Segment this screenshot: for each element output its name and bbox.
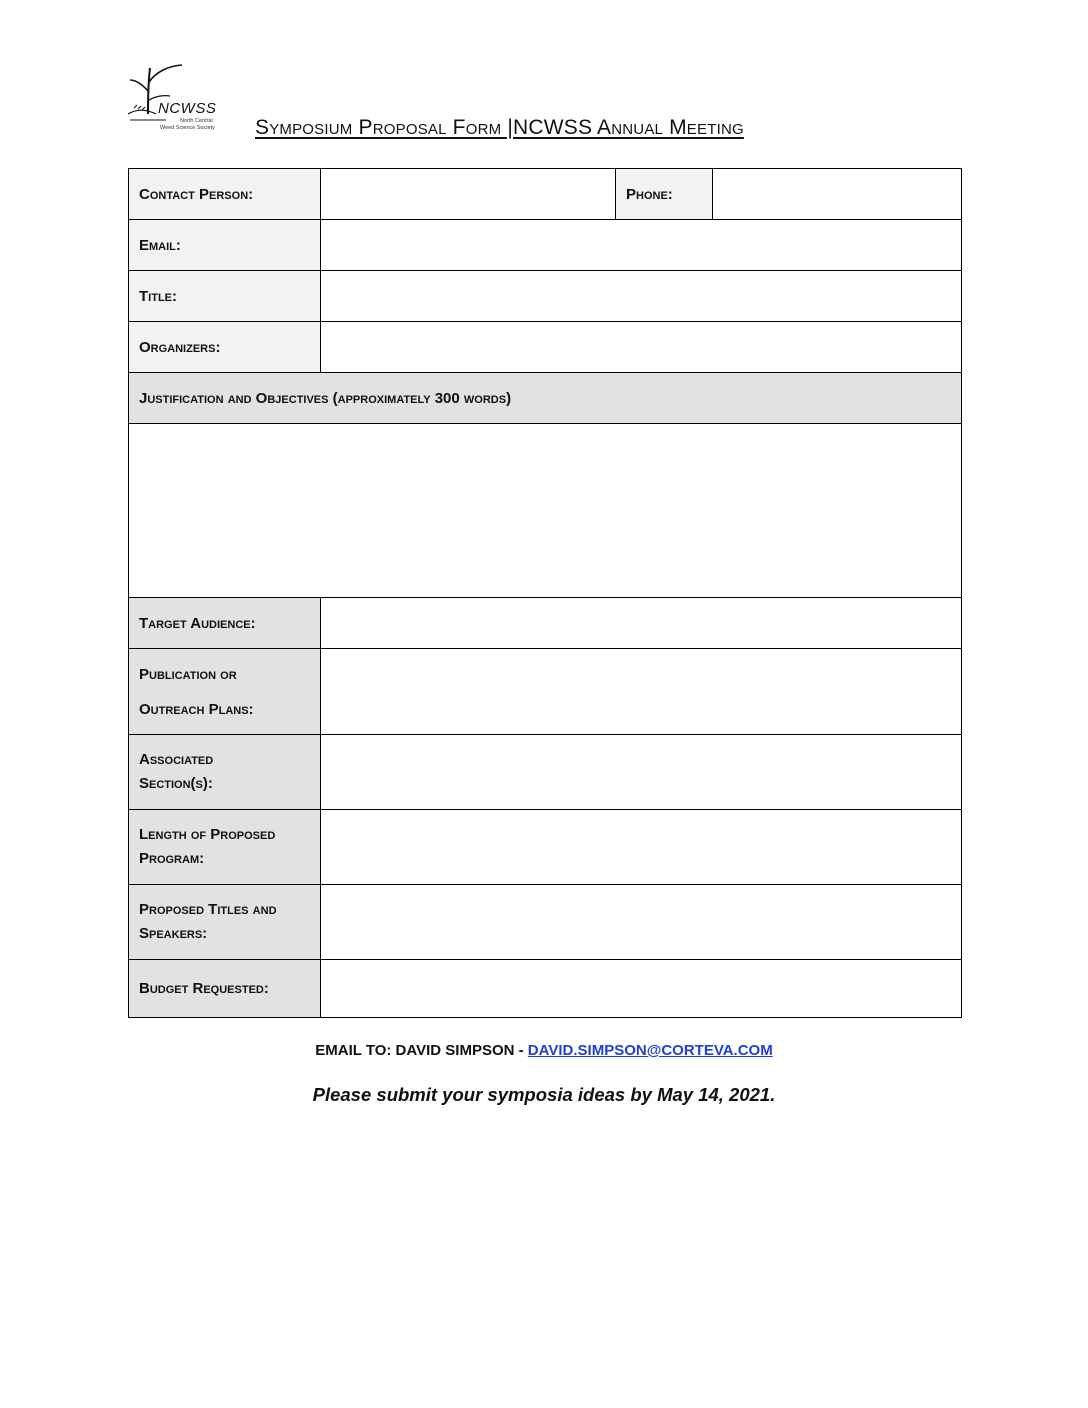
page-title: Symposium Proposal Form |NCWSS Annual Meeting: [255, 116, 744, 139]
speakers-field[interactable]: [321, 885, 962, 960]
speakers-label-line2: Speakers:: [139, 925, 208, 942]
length-label: [129, 810, 321, 885]
target-audience-label: Target Audience:: [129, 598, 321, 649]
budget-row: [129, 960, 962, 1018]
logo-subtitle-line1: North Central: [180, 118, 213, 124]
title-row: [129, 271, 962, 322]
associated-label: [129, 735, 321, 810]
phone-label: Phone:: [616, 169, 713, 220]
email-link[interactable]: DAVID.SIMPSON@CORTEVA.COM: [527, 1042, 773, 1059]
length-label-line2: Program:: [139, 850, 205, 867]
length-label-line1: Length of Proposed: [139, 826, 276, 843]
email-row: [129, 220, 962, 271]
target-audience-field[interactable]: [321, 598, 962, 649]
speakers-label: [129, 885, 321, 960]
length-row: [129, 810, 962, 885]
phone-field[interactable]: [713, 169, 962, 220]
justification-label: Justification and Objectives (approximately 300 words): [129, 373, 962, 424]
proposal-form-table: [128, 168, 962, 1018]
publication-label: [129, 649, 321, 735]
organizers-row: [129, 322, 962, 373]
publication-label-line2: Outreach Plans:: [139, 700, 254, 718]
speakers-row: [129, 885, 962, 960]
speakers-label-line1: Proposed Titles and: [139, 901, 277, 918]
logo-name: NCWSS: [158, 100, 217, 117]
length-field[interactable]: [321, 810, 962, 885]
associated-label-line1: Associated: [139, 751, 214, 768]
associated-field[interactable]: [321, 735, 962, 810]
contact-row: [129, 169, 962, 220]
contact-person-label: Contact Person:: [129, 169, 321, 220]
target-audience-row: [129, 598, 962, 649]
organizers-field[interactable]: [321, 322, 962, 373]
title-label: Title:: [129, 271, 321, 322]
justification-field[interactable]: [129, 424, 962, 598]
associated-row: [129, 735, 962, 810]
email-prefix: EMAIL TO: DAVID SIMPSON -: [315, 1042, 528, 1059]
contact-person-field[interactable]: [321, 169, 616, 220]
deadline-note: Please submit your symposia ideas by May 14, 2021.: [312, 1084, 776, 1105]
logo-subtitle-line2: Weed Science Society: [160, 125, 215, 131]
justification-header-row: [129, 373, 962, 424]
publication-row: [129, 649, 962, 735]
publication-field[interactable]: [321, 649, 962, 735]
budget-label: Budget Requested:: [129, 960, 321, 1018]
organizers-label: Organizers:: [129, 322, 321, 373]
email-label: Email:: [129, 220, 321, 271]
email-field[interactable]: [321, 220, 962, 271]
budget-field[interactable]: [321, 960, 962, 1018]
justification-row: [129, 424, 962, 598]
publication-label-line1: Publication or: [139, 665, 237, 683]
associated-label-line2: Section(s):: [139, 775, 213, 792]
ncwss-logo: [126, 62, 226, 140]
email-instructions: [0, 1042, 1088, 1059]
title-field[interactable]: [321, 271, 962, 322]
